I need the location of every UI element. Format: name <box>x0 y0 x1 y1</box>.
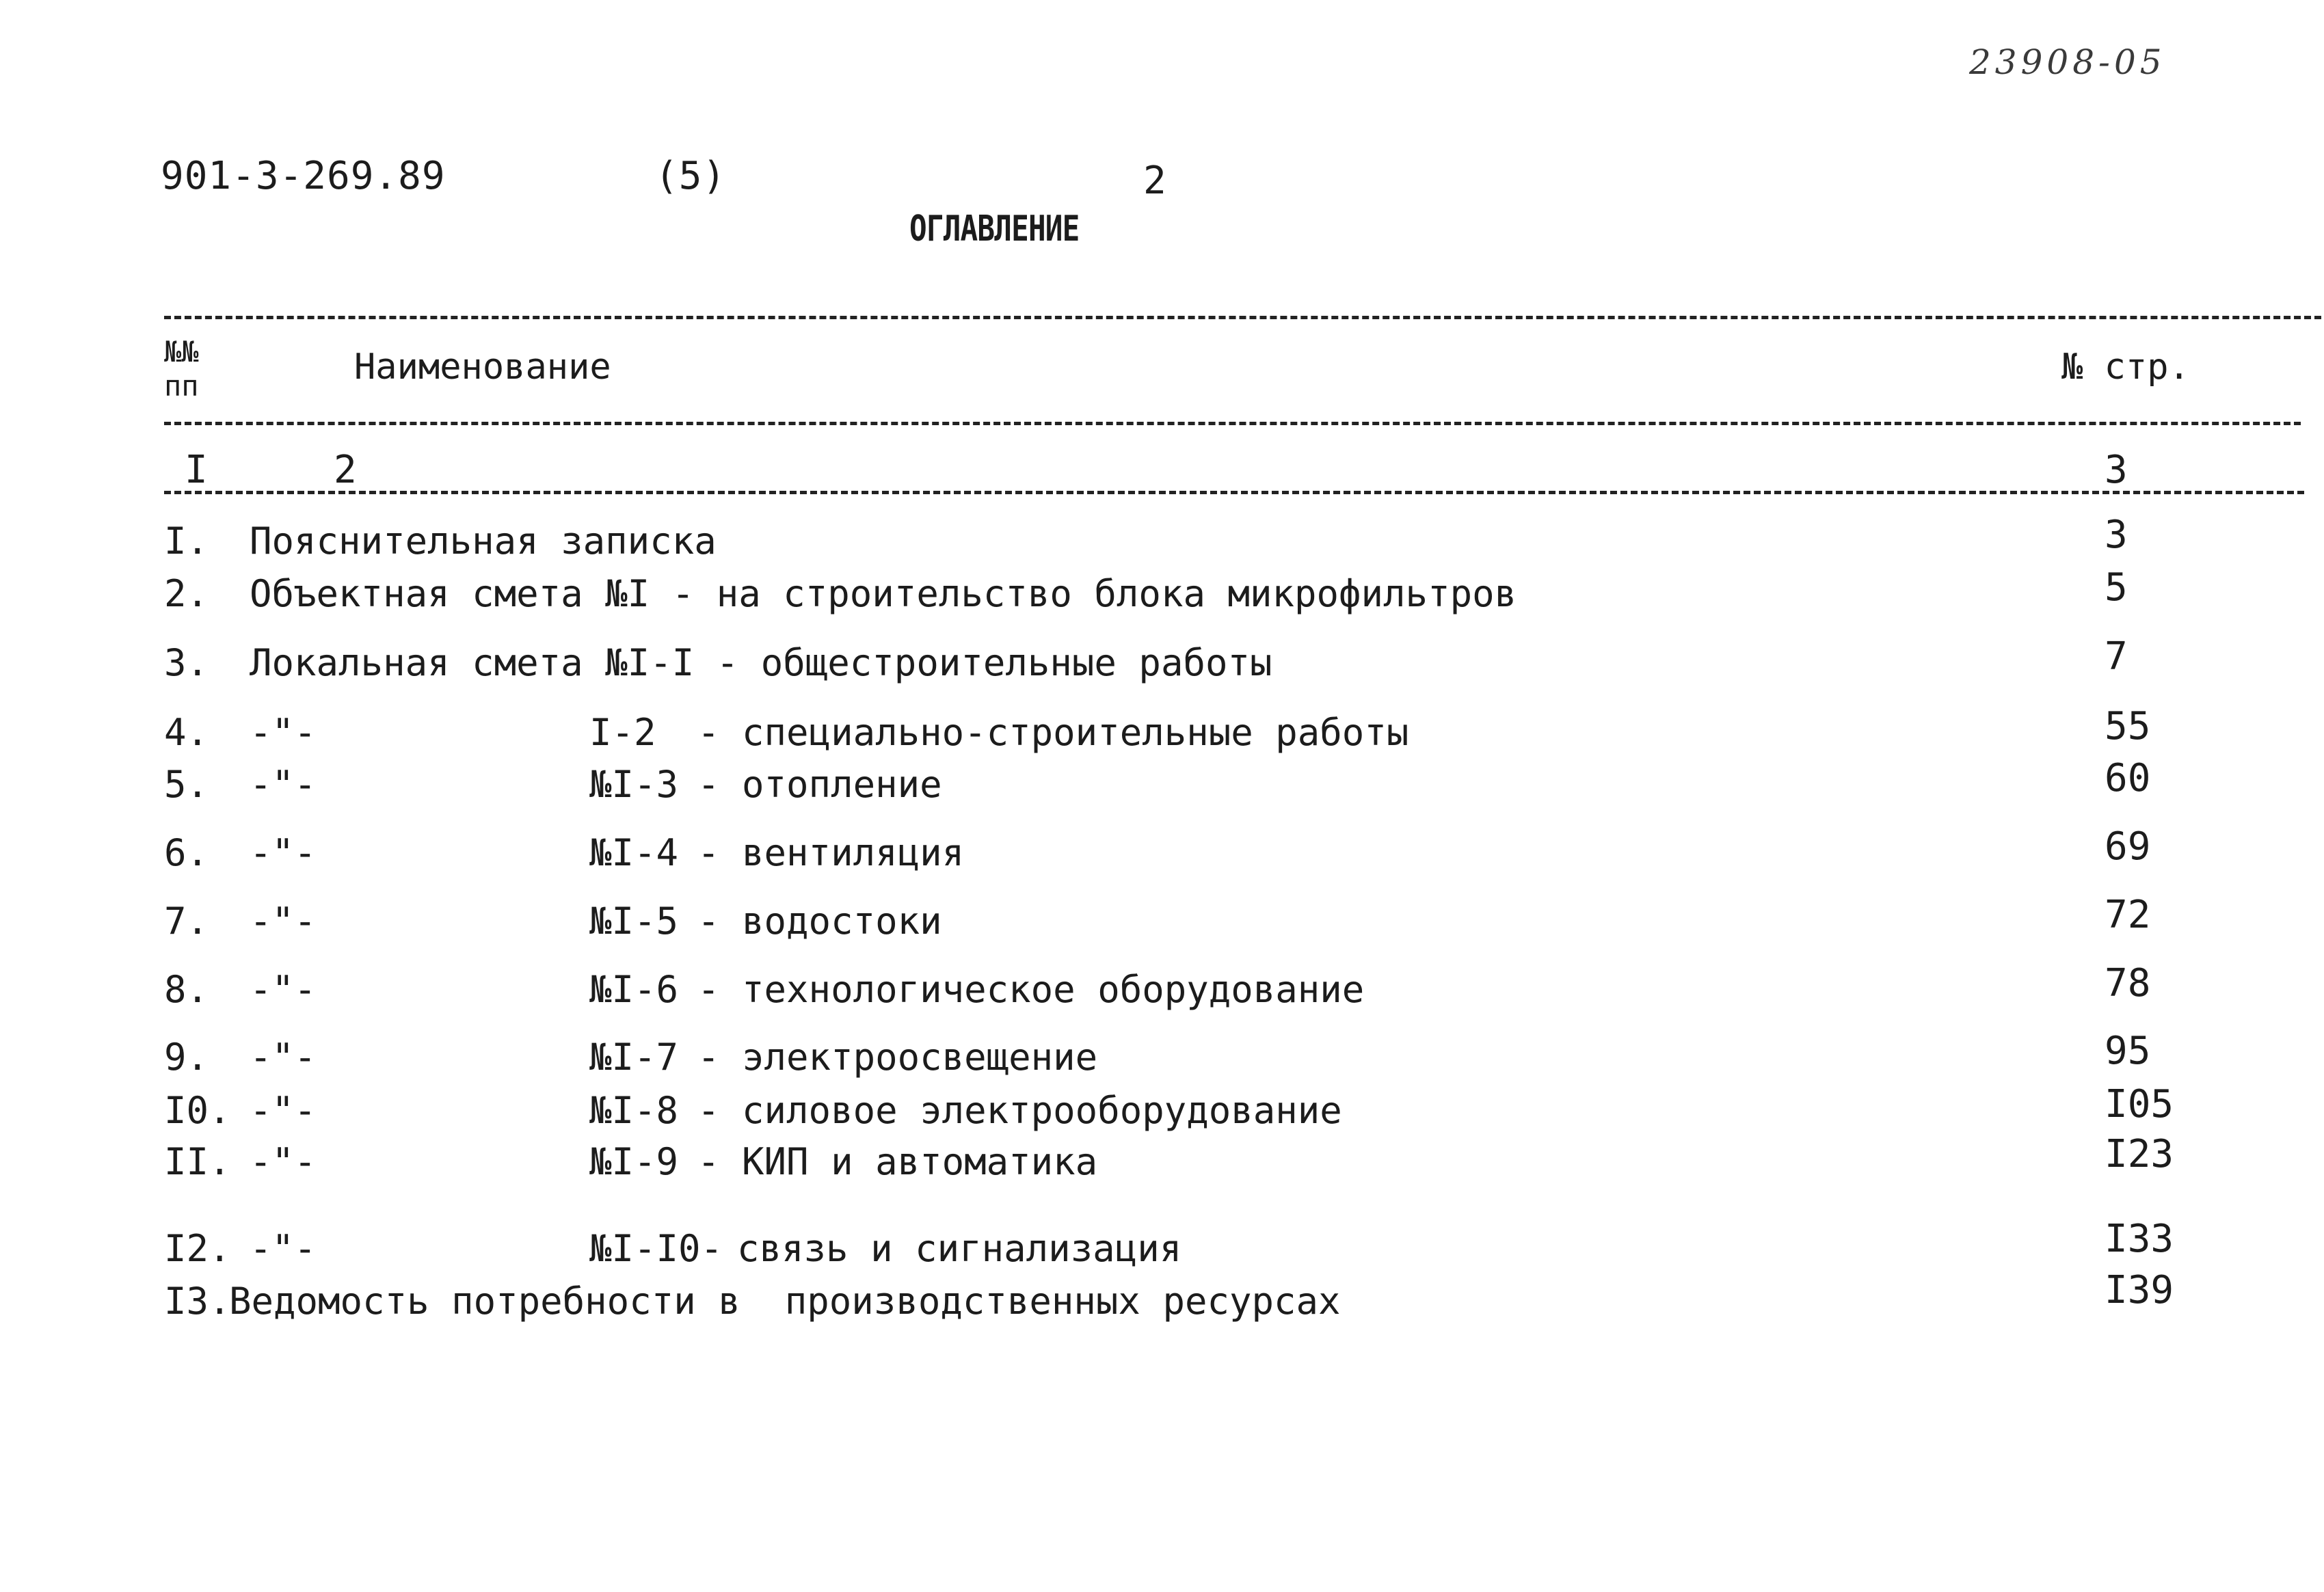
row-title: - специально-строительные работы <box>697 711 1409 754</box>
row-page: 69 <box>2105 824 2151 869</box>
row-title: Локальная смета №I-I - общестроительные работы <box>250 641 1272 684</box>
column-number-1: I <box>185 448 208 492</box>
row-estimate-code: №I-6 <box>589 968 679 1011</box>
page-title: ОГЛАВЛЕНИЕ <box>909 208 1080 249</box>
row-ditto: -"- <box>250 711 317 754</box>
row-ditto: -"- <box>250 900 317 943</box>
column-header-page: № стр. <box>2061 347 2190 388</box>
row-number: I0. <box>164 1089 231 1132</box>
row-title: - вентиляция <box>697 831 965 874</box>
row-ditto: -"- <box>250 968 317 1011</box>
document-part: (5) <box>655 154 727 198</box>
row-page: 55 <box>2105 704 2151 748</box>
row-page: 5 <box>2105 565 2128 610</box>
table-top-rule <box>164 316 2321 319</box>
row-title: - водостоки <box>697 900 942 943</box>
row-page: 3 <box>2105 513 2128 557</box>
row-ditto: -"- <box>250 1036 317 1079</box>
row-title: Пояснительная записка <box>250 520 717 563</box>
column-number-2: 2 <box>334 448 357 492</box>
row-page: 72 <box>2105 893 2151 937</box>
row-number: 3. <box>164 641 209 684</box>
archive-number-stamp: 23908-05 <box>1969 42 2166 82</box>
row-ditto: -"- <box>250 1227 317 1270</box>
row-estimate-code: №I-8 <box>589 1089 679 1132</box>
row-estimate-code: №I-9 <box>589 1140 679 1183</box>
row-number: 9. <box>164 1036 209 1079</box>
row-page: I05 <box>2105 1082 2174 1126</box>
row-number: I. <box>164 520 209 563</box>
column-header-number-2: пп <box>164 369 199 403</box>
row-estimate-code: №I-I0- <box>589 1227 723 1270</box>
row-number: II. <box>164 1140 231 1183</box>
row-page: 60 <box>2105 756 2151 800</box>
row-estimate-code: №I-5 <box>589 900 679 943</box>
table-body-rule <box>164 491 2304 494</box>
column-header-name: Наименование <box>354 347 611 388</box>
row-page: I39 <box>2105 1268 2174 1312</box>
row-title: Ведомость потребности в производственных ресурсах <box>229 1280 1341 1323</box>
row-ditto: -"- <box>250 1089 317 1132</box>
row-number: 2. <box>164 572 209 615</box>
row-ditto: -"- <box>250 831 317 874</box>
row-title: Объектная смета №I - на строительство блока микрофильтров <box>250 572 1517 615</box>
row-estimate-code: №I-4 <box>589 831 679 874</box>
row-number: I3. <box>164 1280 231 1323</box>
row-page: 7 <box>2105 634 2128 679</box>
row-ditto: -"- <box>250 1140 317 1183</box>
row-estimate-code: №I-7 <box>589 1036 679 1079</box>
row-title: - отопление <box>697 763 942 806</box>
row-title: - КИП и автоматика <box>697 1140 1098 1183</box>
column-number-3: 3 <box>2105 448 2128 492</box>
row-number: 6. <box>164 831 209 874</box>
row-ditto: -"- <box>250 763 317 806</box>
row-page: 78 <box>2105 961 2151 1006</box>
row-number: I2. <box>164 1227 231 1270</box>
row-title: связь и сигнализация <box>737 1227 1182 1270</box>
header-divider-rule <box>164 422 2301 425</box>
row-number: 8. <box>164 968 209 1011</box>
row-number: 4. <box>164 711 209 754</box>
row-page: 95 <box>2105 1029 2151 1073</box>
page-number: 2 <box>1143 159 1167 203</box>
row-estimate-code: №I-3 <box>589 763 679 806</box>
column-header-number: №№ <box>164 335 199 368</box>
document-code: 901-3-269.89 <box>161 154 446 198</box>
row-estimate-code: I-2 <box>589 711 656 754</box>
row-title: - силовое электрооборудование <box>697 1089 1342 1132</box>
row-number: 5. <box>164 763 209 806</box>
row-page: I23 <box>2105 1132 2174 1176</box>
row-title: - электроосвещение <box>697 1036 1098 1079</box>
row-number: 7. <box>164 900 209 943</box>
row-title: - технологическое оборудование <box>697 968 1365 1011</box>
row-page: I33 <box>2105 1217 2174 1261</box>
